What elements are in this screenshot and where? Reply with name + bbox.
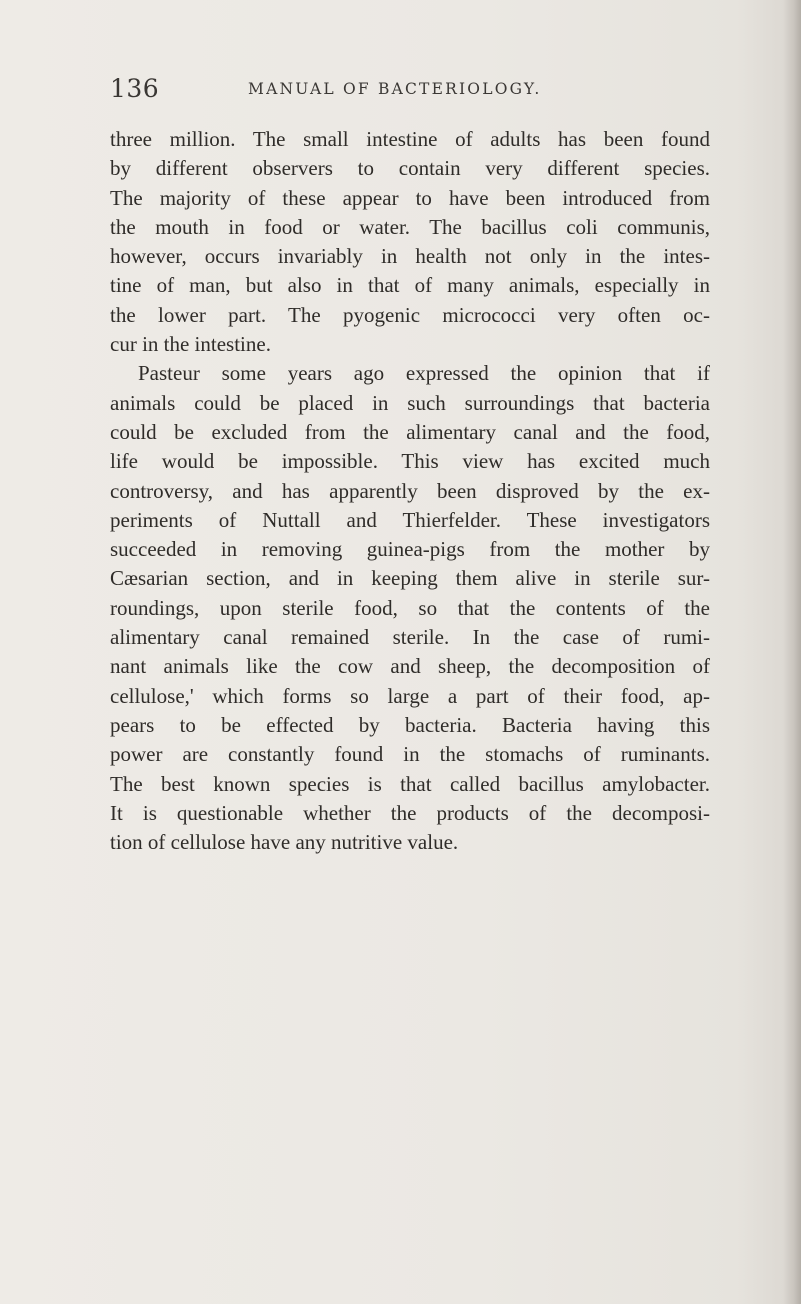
text-line: tion of cellulose have any nutritive value. (110, 830, 459, 855)
text-line: life would be impossible. This view has excited much (110, 449, 710, 474)
text-line: cellulose,' which forms so large a part of their food, ap- (110, 683, 710, 708)
text-line: It is questionable whether the products of the decomposi- (110, 800, 710, 825)
text-line: The best known species is that called bacillus amylobacter. (110, 771, 710, 796)
text-line: tine of man, but also in that of many animals, especially in (110, 273, 710, 298)
body-text (110, 125, 710, 857)
text-line: alimentary canal remained sterile. In the case of rumi- (110, 625, 710, 650)
running-head (110, 70, 710, 110)
text-line: by different observers to contain very different species. (110, 156, 710, 181)
text-line: The majority of these appear to have been introduced from (110, 185, 710, 210)
text-line: animals could be placed in such surroundings that bacteria (110, 390, 710, 415)
page-edge-shadow (783, 0, 801, 1304)
text-line: Pasteur some years ago expressed the opinion that if (138, 361, 710, 386)
text-line: controversy, and has apparently been disproved by the ex- (110, 478, 710, 503)
running-title: MANUAL OF BACTERIOLOGY. (248, 80, 542, 98)
text-line: roundings, upon sterile food, so that the contents of the (110, 595, 710, 620)
page-number: 136 (110, 74, 160, 103)
text-line: power are constantly found in the stomachs of ruminants. (110, 742, 710, 767)
paragraph-2 (110, 359, 710, 857)
text-line: pears to be effected by bacteria. Bacteria having this (110, 712, 710, 737)
text-line: nant animals like the cow and sheep, the decomposition of (110, 654, 710, 679)
text-line: could be excluded from the alimentary canal and the food, (110, 419, 710, 444)
text-line: however, occurs invariably in health not only in the intes- (110, 244, 710, 269)
text-line: the mouth in food or water. The bacillus coli communis, (110, 214, 710, 239)
text-line: Cæsarian section, and in keeping them alive in sterile sur- (110, 566, 710, 591)
paragraph-1 (110, 125, 710, 359)
text-line: cur in the intestine. (110, 332, 271, 357)
text-line: three million. The small intestine of adults has been found (110, 127, 710, 151)
text-line: the lower part. The pyogenic micrococci very often oc- (110, 302, 710, 327)
text-line: succeeded in removing guinea-pigs from the mother by (110, 537, 710, 562)
text-line: periments of Nuttall and Thierfelder. These investigators (110, 507, 710, 532)
